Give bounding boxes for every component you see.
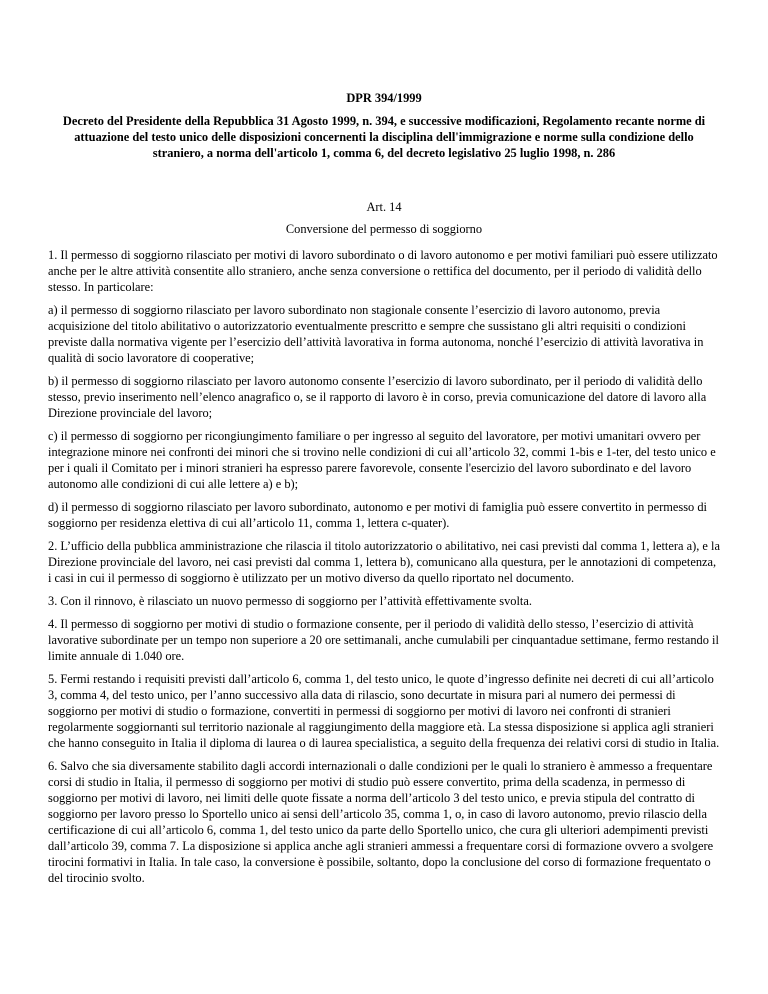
article-title: Conversione del permesso di soggiorno [285,222,483,236]
paragraph-1d: d) il permesso di soggiorno rilasciato per lavoro subordinato, autonomo e per motivi di famiglia può essere convertito in permesso di soggiorno per residenza elettiva di cui all’articolo 11, comma 1, lettera c-quater). [48,500,707,530]
paragraph-1c: c) il permesso di soggiorno per ricongiungimento familiare o per ingresso al seguito del lavoratore, per motivi umanitari ovvero per integrazione minore nei confronti dei minori che si trovino nelle condizioni di cui all’articolo 32, commi 1-bis e 1-ter, del testo unico e per i quali il Comitato per i minori stranieri ha espresso parere favorevole, consente l'esercizio del lavoro subordinato e del lavoro autonomo alle condizioni di cui alle lettere a) e b); [48,429,716,491]
paragraph-3: 3. Con il rinnovo, è rilasciato un nuovo permesso di soggiorno per l’attività effettivamente svolta. [48,594,532,608]
document-title: Decreto del Presidente della Repubblica 31 Agosto 1999, n. 394, e successive modificazioni, Regolamento recante norme di attuazione del testo unico delle disposizioni concernenti la disciplina dell'immigrazione e norme sulla condizione dello straniero, a norma dell'articolo 1, comma 6, del decreto legislativo 25 luglio 1998, n. 286 [62,114,706,160]
document-page [48,90,720,893]
article-body [48,247,720,886]
paragraph-1b: b) il permesso di soggiorno rilasciato per lavoro autonomo consente l’esercizio di lavoro subordinato, per il periodo di validità dello stesso, previo inserimento nell’elenco anagrafico o, se il rapporto di lavoro è in corso, previa comunicazione del datore di lavoro alla Direzione provinciale del lavoro; [48,374,707,420]
paragraph-2: 2. L’ufficio della pubblica amministrazione che rilascia il titolo autorizzatorio o abilitativo, nei casi previsti dal comma 1, lettera a), e la Direzione provinciale del lavoro, nei casi previsti dal comma 1, lettera b), comunicano alla questura, per le annotazioni di competenza, i casi in cui il permesso di soggiorno è utilizzato per un motivo diverso da quello riportato nel documento. [48,539,720,585]
paragraph-5: 5. Fermi restando i requisiti previsti dall’articolo 6, comma 1, del testo unico, le quote d’ingresso definite nei decreti di cui all’articolo 3, comma 4, del testo unico, per l’anno successivo alla data di rilascio, sono decurtate in misura pari al numero dei permessi di soggiorno per motivi di studio o formazione, convertiti in permessi di soggiorno per motivi di lavoro nei confronti di stranieri regolarmente soggiornanti sul territorio nazionale al raggiungimento della maggiore età. La stessa disposizione si applica agli stranieri che hanno conseguito in Italia il diploma di laurea o di laurea specialistica, a seguito della frequenza dei relativi corsi di studio in Italia. [48,672,720,750]
article-number: Art. 14 [366,200,402,214]
paragraph-4: 4. Il permesso di soggiorno per motivi di studio o formazione consente, per il periodo di validità dello stesso, l’esercizio di attività lavorative subordinate per un tempo non superiore a 20 ore settimanali, anche cumulabili per cinquantadue settimane, fermo restando il limite annuale di 1.040 ore. [48,617,719,663]
document-id: DPR 394/1999 [346,91,422,105]
paragraph-1a: a) il permesso di soggiorno rilasciato per lavoro subordinato non stagionale consente l’esercizio di lavoro autonomo, previa acquisizione del titolo abilitativo o autorizzatorio eventualmente prescritto e sempre che sussistano gli altri requisiti o condizioni previste dalla normativa vigente per l’esercizio dell’attività lavorativa in forma autonoma, nonché l’esercizio di attività lavorativa in qualità di socio lavoratore di cooperative; [48,303,704,365]
paragraph-6: 6. Salvo che sia diversamente stabilito dagli accordi internazionali o dalle condizioni per le quali lo straniero è ammesso a frequentare corsi di studio in Italia, il permesso di soggiorno per motivi di studio può essere convertito, prima della scadenza, in permesso di soggiorno per motivi di lavoro, nei limiti delle quote fissate a norma dell’articolo 3 del testo unico, e previa stipula del contratto di soggiorno per lavoro presso lo Sportello unico ai sensi dell’articolo 35, comma 1, o, in caso di lavoro autonomo, previo rilascio della certificazione di cui all’articolo 6, comma 1, del testo unico da parte dello Sportello unico, che cura gli ulteriori adempimenti previsti dall’articolo 39, comma 7. La disposizione si applica anche agli stranieri ammessi a frequentare corsi di formazione ovvero a svolgere tirocini formativi in Italia. In tale caso, la conversione è possibile, soltanto, dopo la conclusione del corso di formazione frequentato o del tirocinio svolto. [48,759,714,885]
paragraph-1: 1. Il permesso di soggiorno rilasciato per motivi di lavoro subordinato o di lavoro autonomo e per motivi familiari può essere utilizzato anche per le altre attività consentite allo straniero, anche senza conversione o rettifica del documento, per il periodo di validità dello stesso. In particolare: [48,248,718,294]
